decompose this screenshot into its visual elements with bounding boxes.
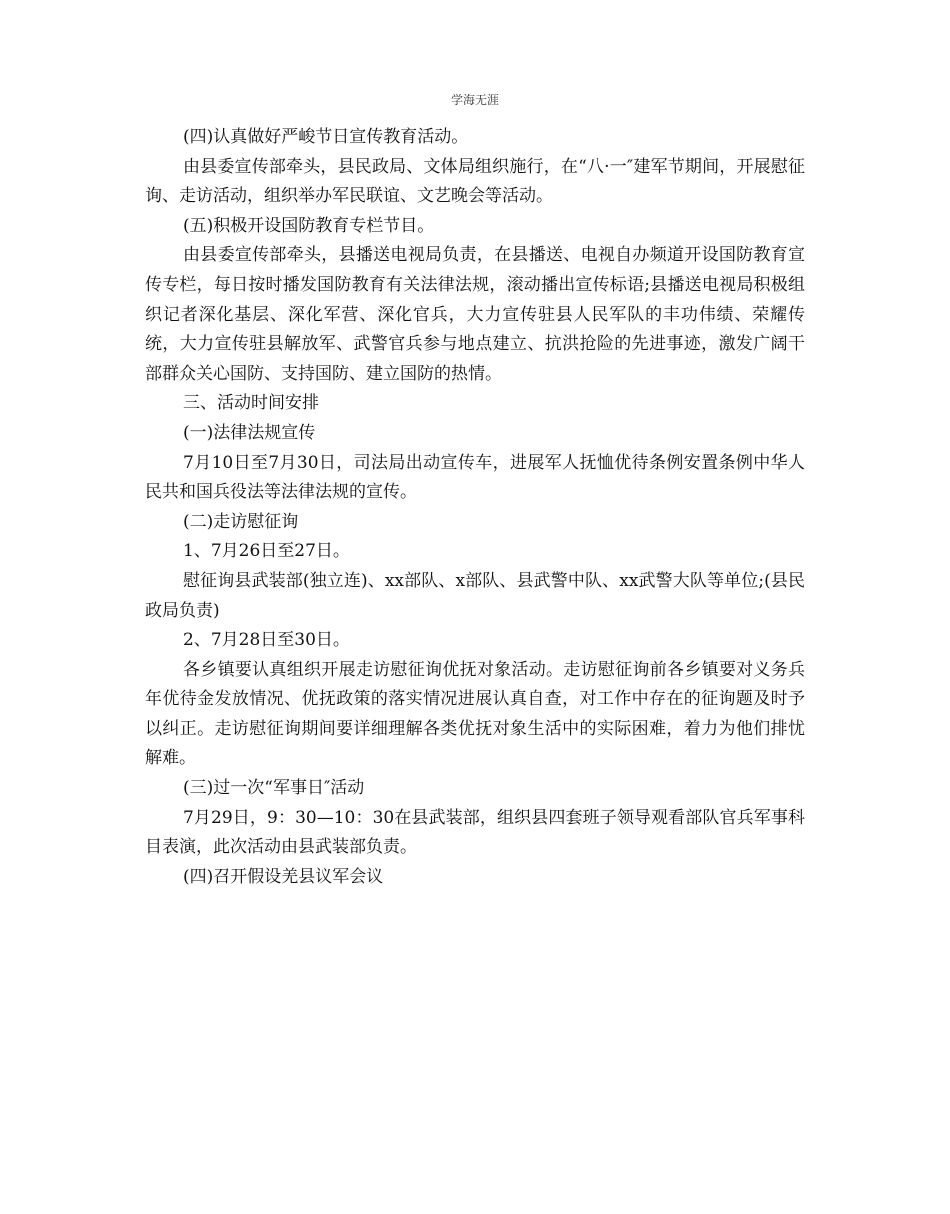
page-header: 学海无涯 bbox=[450, 93, 499, 107]
body-paragraph: 由县委宣传部牵头，县民政局、文体局组织施行，在“八·一″建军节期间，开展慰征询、走访活动，组织举办军民联谊、文艺晚会等活动。 bbox=[145, 156, 805, 207]
section-heading: (四)召开假设羌县议军会议 bbox=[183, 866, 384, 887]
body-paragraph: 慰征询县武装部(独立连)、xx部队、x部队、县武警中队、xx武警大队等单位;(县民政局负责) bbox=[145, 570, 805, 621]
list-item: 1、7月26日至27日。 bbox=[183, 541, 350, 562]
document-body bbox=[145, 123, 805, 892]
section-heading: (二)走访慰征询 bbox=[183, 511, 299, 532]
section-heading: (三)过一次“军事日″活动 bbox=[183, 778, 365, 799]
section-heading: (四)认真做好严峻节日宣传教育活动。 bbox=[183, 127, 469, 147]
section-heading: (五)积极开设国防教育专栏节目。 bbox=[183, 215, 435, 236]
list-item: 2、7月28日至30日。 bbox=[183, 630, 350, 651]
body-paragraph: 由县委宣传部牵头，县播送电视局负责，在县播送、电视自办频道开设国防教育宣传专栏，每日按时播发国防教育有关法律法规，滚动播出宣传标语;县播送电视局积极组织记者深化基层、深化军营、深化官兵，大力宣传驻县人民军队的丰功伟绩、荣耀传统，大力宣传驻县解放军、武警官兵参与地点建立、抗洪抢险的先进事迹，激发广阔干部群众关心国防、支持国防、建立国防的热情。 bbox=[145, 245, 805, 384]
section-heading: 三、活动时间安排 bbox=[183, 393, 319, 414]
body-paragraph: 7月10日至7月30日，司法局出动宣传车，进展军人抚恤优待条例安置条例中华人民共和国兵役法等法律法规的宣传。 bbox=[145, 452, 805, 503]
section-heading: (一)法律法规宣传 bbox=[183, 422, 316, 443]
body-paragraph: 7月29日，9：30—10：30在县武装部，组织县四套班子领导观看部队官兵军事科目表演，此次活动由县武装部负责。 bbox=[145, 807, 805, 858]
body-paragraph: 各乡镇要认真组织开展走访慰征询优抚对象活动。走访慰征询前各乡镇要对义务兵年优待金发放情况、优抚政策的落实情况进展认真自查，对工作中存在的征询题及时予以纠正。走访慰征询期间要详细理解各类优抚对象生活中的实际困难，着力为他们排忧解难。 bbox=[145, 659, 805, 769]
